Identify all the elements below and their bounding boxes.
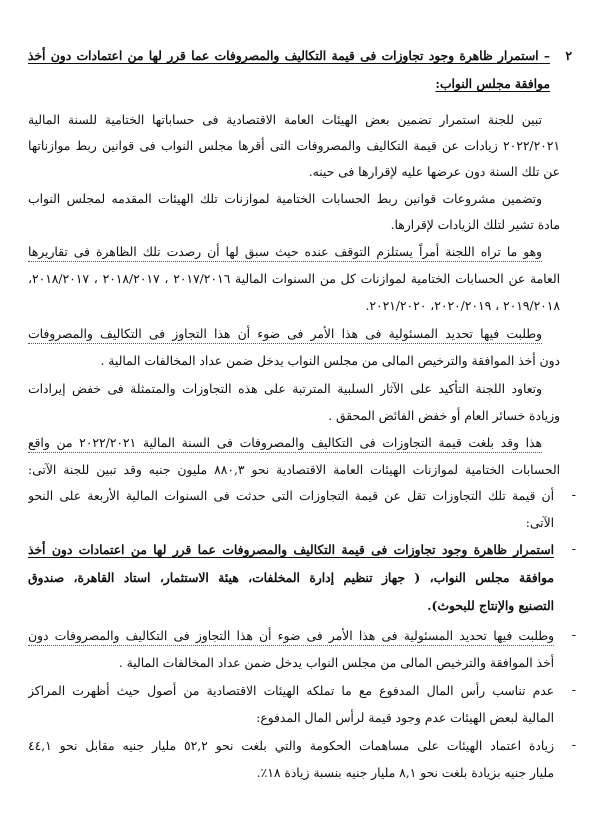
bullet-2-line-1: استمرار ظاهرة وجود تجاوزات فى قيمة التكاليف والمصروفات عما قرر لها من اعتمادات دون أخذ	[28, 542, 554, 557]
bullet-5-line-1: زيادة اعتماد الهيئات على مساهمات الحكومة والتي بلغت نحو ٥٢,٢ مليار جنيه مقابل نحو ٤٤,١	[28, 739, 554, 753]
bullet-marker: -	[571, 738, 576, 753]
paragraph-1-line-2: ٢٠٢٢/٢٠٢١ زيادات عن قيمة التكاليف والمصروفات التى أقرها مجلس النواب فى قوانين ربط موازناتها	[28, 139, 560, 153]
paragraph-5-line-1: وتعاود اللجنة التأكيد على الآثار السلبية المترتبة على هذه التجاوزات والمتمثلة فى خفض إيرادات	[28, 382, 542, 396]
paragraph-3-line-1: وهو ما تراه اللجنة أمراً يستلزم التوقف عنده حيث سبق لها أن رصدت تلك الظاهرة فى تقاريرها	[28, 243, 542, 262]
paragraph-5-line-2: وزيادة خسائر العام أو خفض الفائض المحقق .	[328, 409, 560, 423]
heading-line-2: موافقة مجلس النواب:	[435, 76, 550, 91]
bullet-2-line-3: التصنيع والإنتاج للبحوث).	[427, 598, 554, 613]
paragraph-3-line-3: ٢٠١٩/٢٠١٨ ، ٢٠٢٠/٢٠١٩، ٢٠٢١/٢٠٢٠.	[365, 299, 560, 313]
bullet-4-line-2: المالية لبعض الهيئات عدم وجود قيمة لرأس المال المدفوع:	[256, 711, 554, 725]
bullet-3-line-2: أخذ الموافقة والترخيص المالى من مجلس النواب يدخل ضمن عداد المخالفات المالية .	[118, 656, 554, 670]
bullet-4-line-1: عدم تناسب رأس المال المدفوع مع ما تملكه الهيئات الاقتصادية من أصول حيث أظهرت المراكز	[28, 684, 554, 698]
paragraph-6-line-1: هذا وقد بلغت قيمة التجاوزات فى التكاليف والمصروفات فى السنة المالية ٢٠٢٢/٢٠٢١ من واقع	[28, 434, 542, 453]
bullet-3-line-1: وطلبت فيها تحديد المسئولية فى هذا الأمر فى ضوء أن هذا التجاوز فى التكاليف والمصروفات دون	[28, 627, 554, 646]
bullet-1-line-1: أن قيمة تلك التجاوزات تقل عن قيمة التجاوزات التى حدثت فى السنوات المالية الأربعة على النحو	[28, 489, 554, 503]
bullet-marker: -	[571, 488, 576, 503]
bullet-1-line-2: الآتى:	[525, 516, 554, 530]
paragraph-1-line-3: عن تلك السنة دون عرضها عليه لإقرارها فى حينه.	[308, 165, 560, 179]
bullet-2-line-2: موافقة مجلس النواب، ( جهاز تنظيم إدارة المخلفات، هيئة الاستثمار، استاد القاهرة، صندوق	[28, 570, 554, 585]
heading-line-1: – استمرار ظاهرة وجود تجاوزات فى قيمة التكاليف والمصروفات عما قرر لها من اعتمادات دون أخذ	[28, 48, 550, 63]
paragraph-6-line-2: الحسابات الختامية لموازنات الهيئات العامة الاقتصادية نحو ٨٨٠,٣ مليون جنيه وقد تبين للجنة الآتى:	[28, 463, 560, 477]
bullet-marker: -	[571, 542, 576, 557]
paragraph-1-line-1: تبين للجنة استمرار تضمين بعض الهيئات العامة الاقتصادية فى حساباتها الختامية للسنة المالية	[28, 113, 542, 127]
paragraph-4-line-2: دون أخذ الموافقة والترخيص المالى من مجلس النواب يدخل ضمن عداد المخالفات المالية .	[100, 354, 560, 368]
bullet-marker: -	[571, 683, 576, 698]
paragraph-2-line-2: مادة تشير لتلك الزيادات لإقرارها.	[390, 218, 560, 232]
paragraph-4-line-1: وطلبت فيها تحديد المسئولية فى هذا الأمر فى ضوء أن هذا التجاوز فى التكاليف والمصروفات	[28, 325, 542, 344]
bullet-marker: -	[571, 628, 576, 643]
paragraph-3-line-2: العامة عن الحسابات الختامية لموازنات كل من السنوات المالية ٢٠١٧/٢٠١٦ ، ٢٠١٨/٢٠١٧ ، ٢٠١٨/٢٠١٧،	[28, 272, 560, 286]
bullet-5-line-2: مليار جنيه بزيادة بلغت نحو ٨,١ مليار جنيه بنسبة زيادة ١٨٪.	[256, 766, 554, 780]
paragraph-2-line-1: وتضمين مشروعات قوانين ربط الحسابات الختامية لموازنات تلك الهيئات المقدمه لمجلس النواب	[28, 192, 542, 206]
heading-number: ٢	[565, 48, 572, 63]
